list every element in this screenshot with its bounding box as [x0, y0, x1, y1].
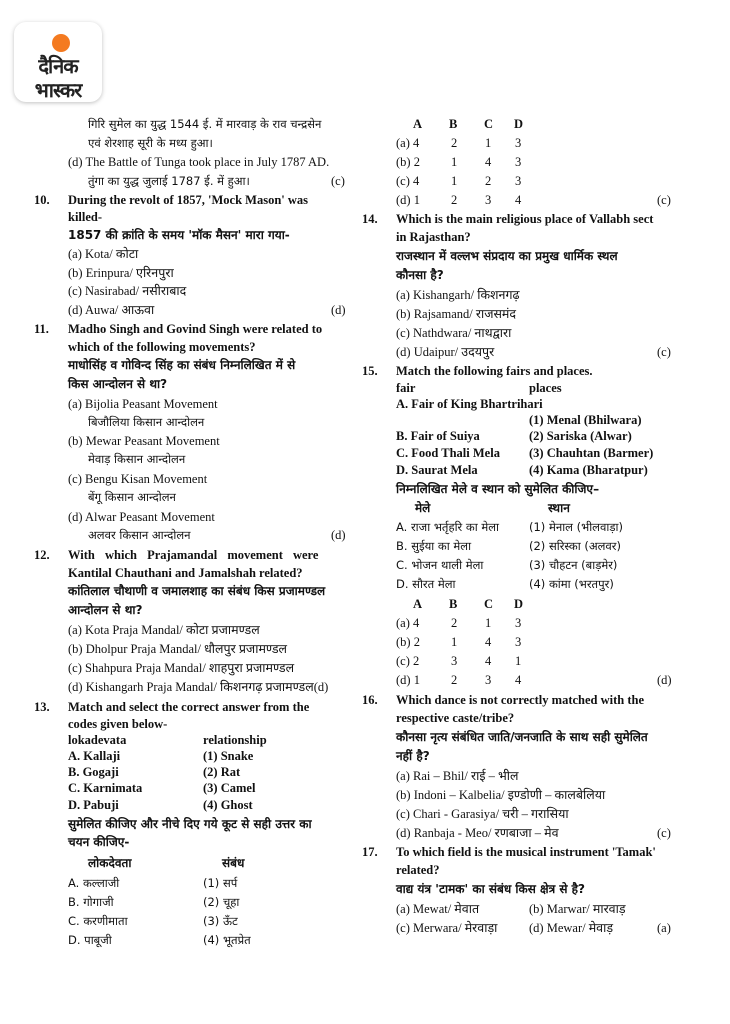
q14-hi2: कौनसा है?	[396, 268, 444, 282]
q15-hrow-c-left: C. भोजन थाली मेला	[396, 558, 484, 572]
q17-opt-c: (c) Merwara/ मेरवाड़ा	[396, 921, 498, 935]
q13-row-b-right: (2) Rat	[203, 765, 241, 779]
q13-grid-b-d: 3	[515, 155, 522, 169]
q14-number: 14.	[362, 212, 378, 226]
q12-opt-b: (b) Dholpur Praja Mandal/ धौलपुर प्रजामण्डल	[68, 642, 288, 656]
q10-opt-a: (a) Kota/ कोटा	[68, 247, 139, 261]
q15-grid-d-label: (d) 1	[396, 673, 420, 687]
q15-grid-d-b: 2	[451, 673, 458, 687]
q11-en2: which of the following movements?	[68, 340, 256, 354]
q13-grid-head-b: B	[449, 117, 458, 131]
q13-en1: Match and select the correct answer from the	[68, 700, 310, 714]
q17-number: 17.	[362, 845, 378, 859]
q15-hrow-c-right: (3) चौहटन (बाड़मेर)	[529, 558, 618, 572]
sun-icon	[52, 34, 70, 52]
q11-en1: Madho Singh and Govind Singh were related to	[68, 322, 323, 336]
q15-hrow-d-left: D. सौरत मेला	[396, 577, 456, 591]
q15-row-a-right: (1) Menal (Bhilwara)	[529, 413, 642, 427]
q13-hrow-a-left: A. कल्लाजी	[68, 876, 120, 890]
q15-row-a-left: A. Fair of King Bhartrihari	[396, 397, 543, 411]
q13-hhead-left: लोकदेवता	[88, 856, 132, 870]
q15-grid-head-c: C	[484, 597, 494, 611]
q15-grid-head-a: A	[413, 597, 423, 611]
q15-en: Match the following fairs and places.	[396, 364, 593, 378]
q16-hi2: नहीं है?	[396, 749, 430, 763]
q15-grid-d-c: 3	[485, 673, 492, 687]
q13-row-c-left: C. Karnimata	[68, 781, 143, 795]
q15-hrow-b-left: B. सुईया का मेला	[396, 539, 472, 553]
q10-en2: killed-	[68, 210, 103, 224]
q12-number: 12.	[34, 548, 50, 562]
q14-en1: Which is the main religious place of Vallabh sect	[396, 212, 654, 226]
q15-grid-head-d: D	[514, 597, 524, 611]
q15-grid-b-label: (b) 2	[396, 635, 420, 649]
q17-hi: वाद्य यंत्र 'टामक' का संबंध किस क्षेत्र से है?	[396, 882, 586, 896]
q12-opt-c: (c) Shahpura Praja Mandal/ शाहपुरा प्रजामण्डल	[68, 661, 295, 675]
q13-head-right: relationship	[203, 733, 267, 747]
q13-grid-head-d: D	[514, 117, 524, 131]
q14-opt-a: (a) Kishangarh/ किशनगढ़	[396, 288, 520, 302]
q15-row-d-left: D. Saurat Mela	[396, 463, 478, 477]
q9-line2: एवं शेरशाह सूरी के मध्य हुआ।	[88, 136, 213, 150]
q13-row-d-right: (4) Ghost	[203, 798, 253, 812]
q13-row-a-left: A. Kallaji	[68, 749, 121, 763]
q13-number: 13.	[34, 700, 50, 714]
q16-en2: respective caste/tribe?	[396, 711, 515, 725]
q17-opt-b: (b) Marwar/ मारवाड़	[529, 902, 626, 916]
q13-grid-head-a: A	[413, 117, 423, 131]
q15-number: 15.	[362, 364, 378, 378]
q13-grid-a-b: 2	[451, 136, 458, 150]
q11-opt-a: (a) Bijolia Peasant Movement	[68, 397, 218, 411]
q14-opt-b: (b) Rajsamand/ राजसमंद	[396, 307, 517, 321]
q10-hi: 1857 की क्रांति के समय 'मॉक मैसन' मारा गया-	[68, 228, 290, 242]
q13-grid-c-b: 1	[451, 174, 458, 188]
q16-answer: (c)	[657, 826, 671, 840]
q15-grid-head-b: B	[449, 597, 458, 611]
q11-hi2: किस आन्दोलन से था?	[68, 377, 168, 391]
q15-grid-b-c: 4	[485, 635, 492, 649]
q13-grid-d-label: (d) 1	[396, 193, 420, 207]
q13-grid-c-d: 3	[515, 174, 522, 188]
q16-opt-a: (a) Rai – Bhil/ राई – भील	[396, 769, 519, 783]
q14-answer: (c)	[657, 345, 671, 359]
q15-row-c-right: (3) Chauhtan (Barmer)	[529, 446, 654, 460]
q13-row-b-left: B. Gogaji	[68, 765, 119, 779]
q13-hhead-right: संबंध	[222, 856, 245, 870]
q13-grid-b-b: 1	[451, 155, 458, 169]
q15-grid-c-c: 4	[485, 654, 492, 668]
dainik-bhaskar-logo	[14, 22, 102, 102]
q13-answer: (c)	[657, 193, 671, 207]
q16-en1: Which dance is not correctly matched with the	[396, 693, 645, 707]
q9-line4: तुंगा का युद्ध जुलाई 1787 ई. में हुआ।	[88, 174, 250, 188]
q13-row-c-right: (3) Camel	[203, 781, 256, 795]
q11-opt-b-hi: मेवाड़ किसान आन्दोलन	[88, 452, 186, 466]
q15-head-left: fair	[396, 381, 416, 395]
q14-opt-c: (c) Nathdwara/ नाथद्वारा	[396, 326, 512, 340]
q13-grid-c-c: 2	[485, 174, 492, 188]
q17-answer: (a)	[657, 921, 671, 935]
q13-hrow-c-left: C. करणीमाता	[68, 914, 128, 928]
q15-grid-c-d: 1	[515, 654, 522, 668]
q13-hi2: चयन कीजिए-	[68, 835, 130, 849]
q10-en1: During the revolt of 1857, 'Mock Mason' was	[68, 193, 309, 207]
q15-hrow-d-right: (4) कांमा (भरतपुर)	[529, 577, 614, 591]
q17-opt-d: (d) Mewar/ मेवाड़	[529, 921, 614, 935]
q10-answer: (d)	[331, 303, 346, 317]
q11-hi1: माधोसिंह व गोविन्द सिंह का संबंध निम्नलिखित में से	[68, 358, 296, 372]
logo-line2: भास्कर	[34, 78, 82, 102]
q15-grid-a-b: 2	[451, 616, 458, 630]
q15-row-c-left: C. Food Thali Mela	[396, 446, 500, 460]
q10-opt-c: (c) Nasirabad/ नसीराबाद	[68, 284, 187, 298]
q13-hrow-b-right: (2) चूहा	[203, 895, 240, 909]
q13-head-left: lokadevata	[68, 733, 127, 747]
q11-answer: (d)	[331, 528, 346, 542]
q14-en2: in Rajasthan?	[396, 230, 471, 244]
q9-answer: (c)	[331, 174, 345, 188]
q12-en2: Kantilal Chauthani and Jamalshah related?	[68, 566, 303, 580]
q15-answer: (d)	[657, 673, 672, 687]
q16-opt-b: (b) Indoni – Kalbelia/ इण्डोणी – कालबेलिया	[396, 788, 606, 802]
q12-en1: With which Prajamandal movement were	[68, 548, 319, 562]
q13-grid-b-label: (b) 2	[396, 155, 420, 169]
q11-opt-d: (d) Alwar Peasant Movement	[68, 510, 215, 524]
q15-hi: निम्नलिखित मेले व स्थान को सुमेलित कीजिए–	[396, 482, 600, 496]
q13-grid-d-d: 4	[515, 193, 522, 207]
q11-opt-c: (c) Bengu Kisan Movement	[68, 472, 208, 486]
q17-en2: related?	[396, 863, 440, 877]
q15-grid-a-d: 3	[515, 616, 522, 630]
logo-line1: दैनिक	[38, 54, 78, 78]
q15-row-b-left: B. Fair of Suiya	[396, 429, 480, 443]
q15-grid-a-c: 1	[485, 616, 492, 630]
q10-opt-b: (b) Erinpura/ एरिनपुरा	[68, 266, 174, 280]
q15-grid-c-label: (c) 2	[396, 654, 420, 668]
q15-row-d-right: (4) Kama (Bharatpur)	[529, 463, 648, 477]
q13-hrow-b-left: B. गोगाजी	[68, 895, 114, 909]
q15-grid-b-b: 1	[451, 635, 458, 649]
q12-hi2: आन्दोलन से था?	[68, 603, 143, 617]
q13-grid-b-c: 4	[485, 155, 492, 169]
q13-grid-head-c: C	[484, 117, 494, 131]
q15-head-right: places	[529, 381, 562, 395]
q13-grid-d-c: 3	[485, 193, 492, 207]
q13-row-d-left: D. Pabuji	[68, 798, 119, 812]
q15-grid-b-d: 3	[515, 635, 522, 649]
q12-opt-a: (a) Kota Praja Mandal/ कोटा प्रजामण्डल	[68, 623, 260, 637]
q14-opt-d: (d) Udaipur/ उदयपुर	[396, 345, 495, 359]
q15-hrow-a-right: (1) मेनाल (भीलवाड़ा)	[529, 520, 623, 534]
q13-grid-c-label: (c) 4	[396, 174, 420, 188]
q16-number: 16.	[362, 693, 378, 707]
q15-grid-d-d: 4	[515, 673, 522, 687]
q13-hrow-c-right: (3) ऊँट	[203, 914, 238, 928]
q13-grid-a-c: 1	[485, 136, 492, 150]
q12-hi1: कांतिलाल चौथाणी व जमालशाह का संबंध किस प्रजामण्डल	[68, 584, 326, 598]
q11-opt-b: (b) Mewar Peasant Movement	[68, 434, 220, 448]
q13-grid-a-d: 3	[515, 136, 522, 150]
q15-grid-a-label: (a) 4	[396, 616, 420, 630]
q13-grid-a-label: (a) 4	[396, 136, 420, 150]
q9-line1: गिरि सुमेल का युद्ध 1544 ई. में मारवाड़ के राव चन्द्रसेन	[88, 117, 322, 131]
q17-en1: To which field is the musical instrument 'Tamak'	[396, 845, 656, 859]
q15-grid-c-b: 3	[451, 654, 458, 668]
q13-hrow-d-left: D. पाबूजी	[68, 933, 112, 947]
q11-opt-a-hi: बिजौलिया किसान आन्दोलन	[88, 415, 205, 429]
q13-hrow-d-right: (4) भूतप्रेत	[203, 933, 251, 947]
q9-line3: (d) The Battle of Tunga took place in July 1787 AD.	[68, 155, 330, 169]
q14-hi1: राजस्थान में वल्लभ संप्रदाय का प्रमुख धार्मिक स्थल	[396, 249, 618, 263]
q15-hhead-right: स्थान	[548, 501, 570, 515]
q13-en2: codes given below-	[68, 717, 168, 731]
q11-number: 11.	[34, 322, 49, 336]
q13-grid-d-b: 2	[451, 193, 458, 207]
q16-opt-d: (d) Ranbaja - Meo/ रणबाजा – मेव	[396, 826, 559, 840]
q15-hrow-a-left: A. राजा भर्तृहरि का मेला	[396, 520, 500, 534]
q13-hi1: सुमेलित कीजिए और नीचे दिए गये कूट से सही उत्तर का	[68, 817, 312, 831]
q15-hhead-left: मेले	[415, 501, 431, 515]
q17-opt-a: (a) Mewat/ मेवात	[396, 902, 480, 916]
q12-opt-d: (d) Kishangarh Praja Mandal/ किशनगढ़ प्रजामण्डल(d)	[68, 680, 329, 694]
q11-opt-c-hi: बेंगू किसान आन्दोलन	[88, 490, 176, 504]
q11-opt-d-hi: अलवर किसान आन्दोलन	[88, 528, 191, 542]
q10-number: 10.	[34, 193, 50, 207]
q15-row-b-right: (2) Sariska (Alwar)	[529, 429, 632, 443]
q15-hrow-b-right: (2) सरिस्का (अलवर)	[529, 539, 621, 553]
q16-opt-c: (c) Chari - Garasiya/ चरी – गरासिया	[396, 807, 569, 821]
q16-hi1: कौनसा नृत्य संबंधित जाति/जनजाति के साथ सही सुमेलित	[396, 730, 648, 744]
q10-opt-d: (d) Auwa/ आऊवा	[68, 303, 155, 317]
q13-row-a-right: (1) Snake	[203, 749, 254, 763]
q13-hrow-a-right: (1) सर्प	[203, 876, 238, 890]
